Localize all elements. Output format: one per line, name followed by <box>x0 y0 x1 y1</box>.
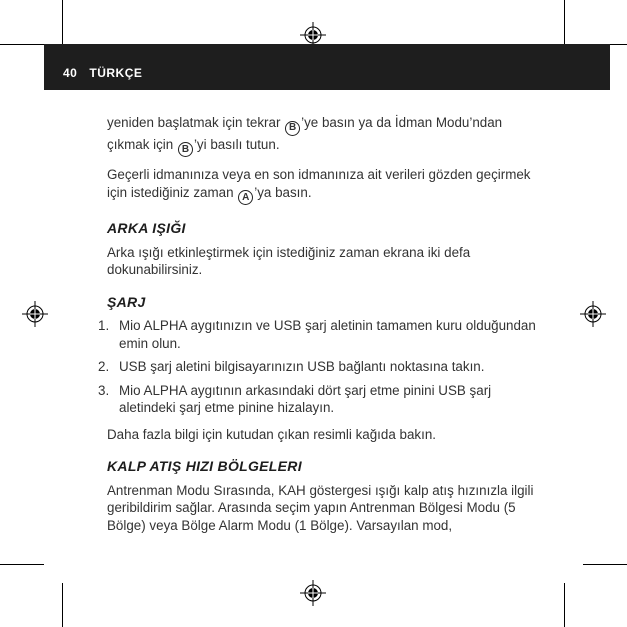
charging-steps <box>98 317 537 417</box>
button-a-icon: A <box>238 190 253 205</box>
zones-paragraph: Antrenman Modu Sırasında, KAH göstergesi ışığı kalp atış hızınızla ilgili geribildirim sağlar. Arasında seçim yapın Antrenman Bölgesi Modu (5 Bölge) veya Bölge Alarm Modu (1 Bölge). Varsayılan mod, <box>107 482 534 533</box>
crop-mark <box>62 583 63 627</box>
list-item <box>98 382 537 417</box>
list-item <box>98 358 537 376</box>
text-run: Geçerli idmanınıza veya en son idmanınıza ait verileri gözden geçirmek için istediğiniz zaman <box>107 167 531 200</box>
registration-mark-icon <box>580 301 606 327</box>
intro-paragraph <box>107 114 537 157</box>
crop-mark <box>62 0 63 44</box>
button-b-icon: B <box>285 121 300 136</box>
step-text: Mio ALPHA aygıtının arkasındaki dört şarj etme pinini USB şarj aletindeki şarj etme pinine hizalayın. <box>119 382 492 415</box>
backlight-paragraph: Arka ışığı etkinleştirmek için istediğiniz zaman ekrana iki defa dokunabilirsiniz. <box>107 244 471 277</box>
crop-mark <box>564 583 565 627</box>
language-label: TÜRKÇE <box>89 66 143 80</box>
registration-mark-icon <box>22 301 48 327</box>
crop-mark <box>0 564 44 565</box>
step-number: 2. <box>98 359 110 374</box>
button-b-icon: B <box>178 142 193 157</box>
page-header <box>63 66 142 80</box>
backlight-heading: ARKA IŞIĞI <box>107 220 186 236</box>
step-number: 1. <box>98 318 110 333</box>
step-text: USB şarj aletini bilgisayarınızın USB bağlantı noktasına takın. <box>119 359 485 374</box>
text-run: ’yi basılı tutun. <box>193 136 280 152</box>
review-paragraph <box>107 166 537 205</box>
text-run: ’ya basın. <box>254 184 312 200</box>
crop-mark <box>564 0 565 44</box>
crop-mark <box>583 564 627 565</box>
charging-heading: ŞARJ <box>107 293 146 310</box>
list-item <box>98 317 537 352</box>
step-number: 3. <box>98 382 110 398</box>
page-body <box>98 114 537 543</box>
text-run: ’ye basın ya da İdman Modu’ndan çıkmak için <box>107 115 503 152</box>
crop-mark <box>0 44 44 45</box>
text-run: yeniden başlatmak için tekrar <box>107 115 285 130</box>
charging-note: Daha fazla bilgi için kutudan çıkan resimli kağıda bakın. <box>107 426 436 442</box>
page-number: 40 <box>63 66 78 80</box>
step-text: Mio ALPHA aygıtınızın ve USB şarj aletinin tamamen kuru olduğundan emin olun. <box>119 318 536 351</box>
registration-mark-icon <box>300 580 326 606</box>
zones-heading: KALP ATIŞ HIZI BÖLGELERI <box>107 458 302 474</box>
